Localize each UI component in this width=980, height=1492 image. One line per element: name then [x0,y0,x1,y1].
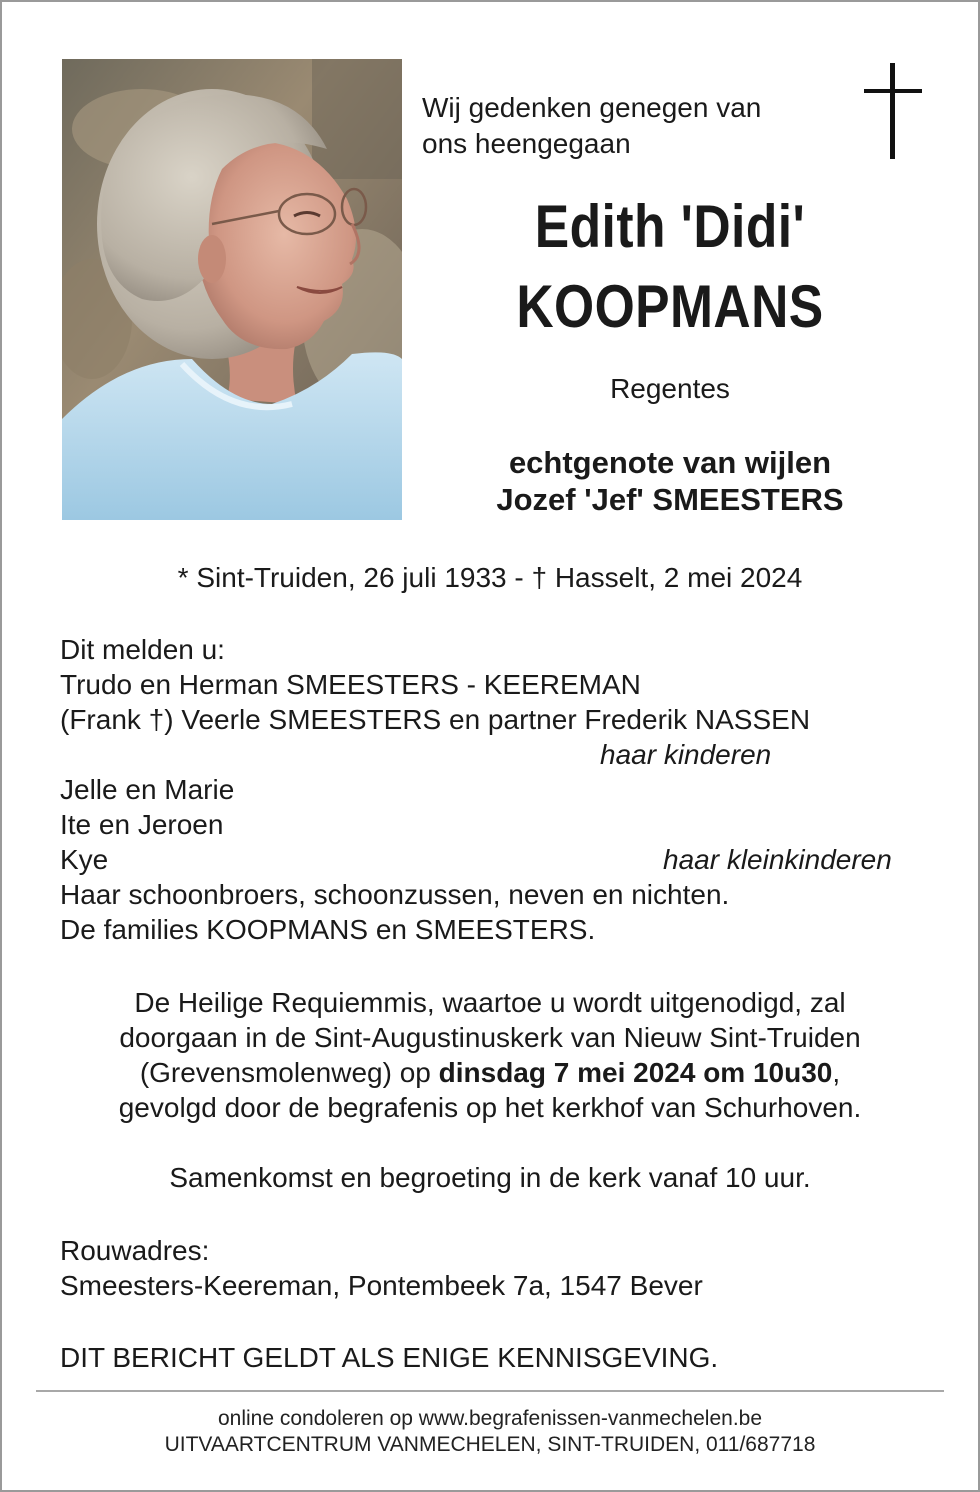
address-heading: Rouwadres: [60,1235,210,1266]
service-line-2: doorgaan in de Sint-Augustinuskerk van Nieuw Sint-Truiden [119,1022,861,1053]
children-role: haar kinderen [600,739,772,770]
service-datetime: dinsdag 7 mei 2024 om 10u30 [438,1057,833,1088]
grandchild-line: Jelle en Marie [60,774,235,805]
deceased-last-name: KOOPMANS [516,273,824,340]
gathering-info: Samenkomst en begroeting in de kerk vanaf 10 uur. [169,1162,811,1193]
birth-death-dates: * Sint-Truiden, 26 juli 1933 - † Hasselt, 2 mei 2024 [177,562,803,593]
service-line-3 [40,1055,940,1090]
spouse-name: Jozef 'Jef' SMEESTERS [496,482,844,517]
spouse-relation: echtgenote van wijlen [508,445,832,480]
portrait-photo [62,59,402,520]
footer-divider [36,1390,944,1392]
other-family-line: De families KOOPMANS en SMEESTERS. [60,914,596,945]
intro-text [422,90,842,162]
deceased-profession: Regentes [610,373,730,404]
service-line-4: gevolgd door de begrafenis op het kerkhof van Schurhoven. [118,1092,862,1123]
address-value: Smeesters-Keereman, Pontembeek 7a, 1547 Bever [60,1270,703,1301]
grandchild-line: Ite en Jeroen [60,809,224,840]
deceased-first-name: Edith 'Didi' [534,193,806,260]
service-comma: , [832,1057,841,1088]
intro-line-2: ons heengegaan [422,128,631,159]
service-location: (Grevensmolenweg) op [139,1057,439,1088]
funeral-home-info: UITVAARTCENTRUM VANMECHELEN, SINT-TRUIDEN, 011/687718 [164,1433,816,1456]
grandchildren-role: haar kleinkinderen [663,844,892,875]
condolence-link[interactable]: online condoleren op www.begrafenissen-vanmechelen.be [217,1407,763,1430]
other-family-line: Haar schoonbroers, schoonzussen, neven en nichten. [60,879,730,910]
spouse-block [420,444,920,518]
intro-line-1: Wij gedenken genegen van [422,92,762,123]
child-line: Trudo en Herman SMEESTERS - KEEREMAN [60,669,641,700]
child-line: (Frank †) Veerle SMEESTERS en partner Frederik NASSEN [60,704,811,735]
grandchild-line: Kye [60,844,109,875]
service-info [40,985,940,1125]
announcers-heading: Dit melden u: [60,634,225,665]
cross-icon [864,63,922,159]
notice-text: DIT BERICHT GELDT ALS ENIGE KENNISGEVING. [60,1342,719,1373]
service-line-1: De Heilige Requiemmis, waartoe u wordt uitgenodigd, zal [134,987,846,1018]
